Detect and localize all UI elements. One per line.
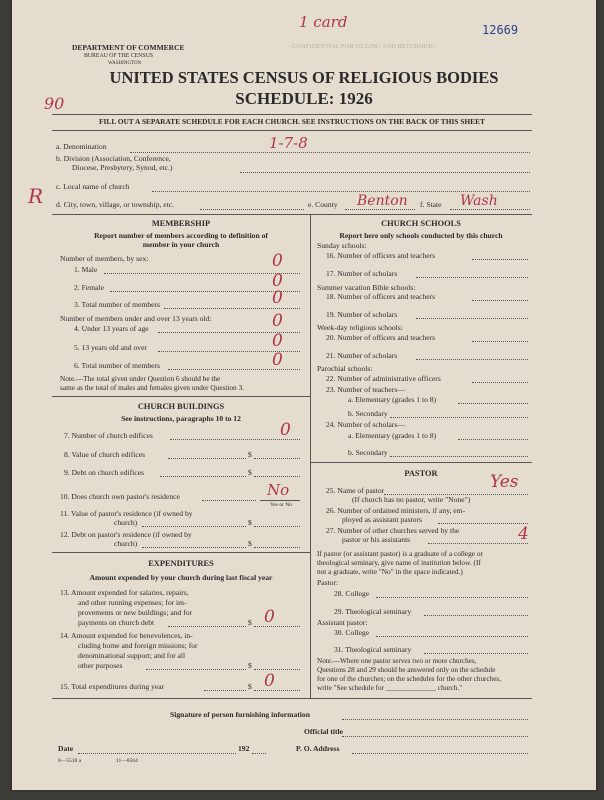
department-label: DEPARTMENT OF COMMERCE: [72, 43, 185, 52]
state-label: f. State: [420, 200, 442, 209]
membership-note-1: Note.—The total given under Question 6 should be the: [60, 374, 221, 383]
form-title: UNITED STATES CENSUS OF RELIGIOUS BODIES: [109, 68, 499, 87]
instruction-banner: FILL OUT A SEPARATE SCHEDULE FOR EACH CHURCH. SEE INSTRUCTIONS ON THE BACK OF THIS SHEET: [99, 117, 485, 126]
q9-label: 9. Debt on church edifices: [64, 468, 144, 477]
local-name-label: c. Local name of church: [56, 182, 130, 191]
rule-section-top: [52, 214, 532, 215]
signature-label: Signature of person furnishing information: [170, 710, 310, 719]
q26-line: [438, 523, 528, 524]
date-line: [78, 753, 236, 754]
q13-amount-line: [254, 626, 300, 627]
q23b-label: b. Secondary: [348, 409, 388, 418]
q13-line: [168, 626, 246, 627]
column-divider: [310, 214, 311, 698]
q10-line: [202, 500, 256, 501]
q10-answer-line: [260, 500, 300, 501]
q3-line: [164, 308, 300, 309]
pastor-note-4: write "See schedule for ______________ church.": [317, 684, 463, 692]
q1-value: 0: [272, 251, 283, 271]
q16-label: 16. Number of officers and teachers: [326, 251, 436, 260]
q7-value: 0: [280, 420, 291, 440]
parochial-label: Parochial schools:: [317, 364, 373, 373]
q8-line: [168, 458, 246, 459]
rule-buildings: [52, 396, 310, 397]
yes-no-hint: Yes or No: [270, 502, 293, 508]
county-label: e. County: [308, 200, 338, 209]
buildings-sub: See instructions, paragraphs 10 to 12: [121, 414, 241, 423]
membership-note-2: same as the total of males and females given under Question 3.: [60, 383, 244, 392]
pastor-label: Pastor:: [317, 578, 339, 587]
signature-line: [342, 719, 528, 720]
official-title-label: Official title: [304, 727, 344, 736]
membership-title: MEMBERSHIP: [151, 219, 211, 228]
q20-line: [472, 341, 528, 342]
year-line: [252, 753, 266, 754]
sunday-label: Sunday schools:: [317, 241, 367, 250]
schools-title: CHURCH SCHOOLS: [381, 219, 461, 228]
q14-label-2: cluding home and foreign missions; for: [78, 641, 198, 650]
state-line: [450, 209, 530, 210]
official-title-line: [342, 736, 528, 737]
q31-label: 31. Theological seminary: [334, 645, 412, 654]
q8-dollar: $: [248, 450, 252, 459]
q11-line: [142, 526, 246, 527]
q19-line: [416, 318, 528, 319]
q9-amount-line: [254, 476, 300, 477]
census-schedule-sheet: [12, 0, 596, 790]
state-value: Wash: [460, 193, 498, 209]
division-line: [240, 172, 530, 173]
age-heading: Number of members under and over 13 years old:: [60, 314, 212, 323]
schools-sub: Report here only schools conducted by this church: [339, 231, 503, 240]
q8-label: 8. Value of church edifices: [64, 450, 146, 459]
q1-line: [104, 273, 300, 274]
q11-label-1: 11. Value of pastor's residence (if owned by: [60, 509, 193, 518]
q24-label: 24. Number of scholars—: [326, 420, 405, 429]
q22-line: [472, 382, 528, 383]
q27-label-1: 27. Number of other churches served by the: [326, 526, 460, 535]
q3-label: 3. Total number of members: [74, 300, 161, 309]
q21-label: 21. Number of scholars: [326, 351, 398, 360]
pastor-title: PASTOR: [404, 469, 438, 478]
county-value: Benton: [357, 193, 408, 209]
q6-label: 6. Total number of members: [74, 361, 161, 370]
handwritten-left-mark: R: [28, 184, 44, 208]
q30-line: [376, 636, 528, 637]
denomination-line: [130, 152, 530, 153]
q14-label-4: other purposes: [78, 661, 123, 670]
city-field-label: d. City, town, village, or township, etc.: [56, 200, 175, 209]
q18-line: [472, 300, 528, 301]
q12-line: [142, 547, 246, 548]
q31-line: [424, 653, 528, 654]
q25-value: Yes: [490, 472, 519, 492]
q25-hint: (If church has no pastor, write "None"): [352, 495, 471, 504]
pastor-note-3: for one of the churches; on the schedules for the other churches,: [317, 675, 502, 683]
q9-line: [160, 476, 246, 477]
rule-footer: [52, 698, 532, 699]
county-line: [345, 209, 415, 210]
summer-label: Summer vacation Bible schools:: [317, 283, 416, 292]
q26-label-2: ployed as assistant pastors: [342, 515, 422, 524]
q7-label: 7. Number of church edifices: [64, 431, 153, 440]
q27-label-2: pastor or his assistants: [342, 535, 411, 544]
q1-label: 1. Male: [74, 265, 98, 274]
q8-amount-line: [254, 458, 300, 459]
division-label-2: Diocese, Presbytery, Synod, etc.): [72, 163, 173, 172]
q19-label: 19. Number of scholars: [326, 310, 398, 319]
q12-dollar: $: [248, 539, 252, 548]
address-label: P. O. Address: [296, 744, 340, 753]
pastor-note-2: Questions 28 and 29 should be answered only on the schedule: [317, 666, 496, 674]
weekday-label: Week-day religious schools:: [317, 323, 403, 332]
q22-label: 22. Number of administrative officers: [326, 374, 441, 383]
graduate-note-3: not a graduate, write "No" in the space indicated.): [317, 567, 463, 576]
city-label: WASHINGTON: [108, 61, 142, 66]
q4-label: 4. Under 13 years of age: [74, 324, 149, 333]
q14-line: [146, 669, 246, 670]
q15-dollar: $: [248, 682, 252, 691]
membership-intro-1: Report number of members according to definition of: [94, 231, 268, 240]
q13-label-3: provements or new buildings; and for: [78, 608, 193, 617]
bureau-label: BUREAU OF THE CENSUS: [84, 53, 153, 59]
q5-label: 5. 13 years old and over: [74, 343, 147, 352]
q24b-line: [390, 456, 528, 457]
expenditures-title: EXPENDITURES: [148, 559, 214, 568]
q28-line: [376, 597, 528, 598]
q30-label: 30. College: [334, 628, 370, 637]
q15-line: [204, 690, 246, 691]
q14-label-3: denominational support; and for all: [78, 651, 186, 660]
q17-label: 17. Number of scholars: [326, 269, 398, 278]
q14-amount-line: [254, 669, 300, 670]
q25-label: 25. Name of pastor: [326, 486, 385, 495]
rule-top: [52, 114, 532, 115]
q13-value: 0: [264, 607, 275, 627]
date-label: Date: [58, 744, 74, 753]
q29-label: 29. Theological seminary: [334, 607, 412, 616]
faint-heading: CONFIDENTIAL FOR FILLING AND RETURNING: [292, 43, 436, 50]
rule-pastor: [310, 462, 532, 463]
q14-dollar: $: [248, 661, 252, 670]
q10-label: 10. Does church own pastor's residence: [60, 492, 180, 501]
q13-dollar: $: [248, 618, 252, 627]
q17-line: [416, 277, 528, 278]
year-label: 192: [238, 744, 250, 753]
q24a-line: [458, 439, 528, 440]
q12-label-1: 12. Debt on pastor's residence (if owned by: [60, 530, 192, 539]
q13-label-1: 13. Amount expended for salaries, repairs,: [60, 588, 189, 597]
division-label-1: b. Division (Association, Conference,: [56, 154, 171, 163]
q21-line: [416, 359, 528, 360]
q4-value: 0: [272, 311, 283, 331]
q10-value: No: [267, 481, 290, 499]
q16-line: [472, 259, 528, 260]
graduate-note-1: If pastor (or assistant pastor) is a graduate of a college or: [317, 549, 483, 558]
q23a-line: [458, 403, 528, 404]
q12-amount-line: [254, 547, 300, 548]
print-code: 11—0564: [116, 758, 138, 764]
rule-under-banner: [52, 130, 532, 131]
q9-dollar: $: [248, 468, 252, 477]
pastor-note-1: Note.—Where one pastor serves two or more churches,: [317, 657, 477, 665]
q23a-label: a. Elementary (grades 1 to 8): [348, 395, 437, 404]
address-line: [352, 753, 528, 754]
q11-dollar: $: [248, 518, 252, 527]
expenditures-sub: Amount expended by your church during last fiscal year: [89, 573, 273, 582]
q26-label-1: 26. Number of ordained ministers, if any, em-: [326, 506, 466, 515]
q2-label: 2. Female: [74, 283, 104, 292]
q27-line: [428, 543, 528, 544]
stamp-number: 12669: [482, 23, 519, 37]
q18-label: 18. Number of officers and teachers: [326, 292, 436, 301]
q29-line: [424, 615, 528, 616]
q12-label-2: church): [114, 539, 138, 548]
q27-value: 4: [518, 524, 529, 544]
handwritten-top-note: 1 card: [299, 13, 348, 31]
q20-label: 20. Number of officers and teachers: [326, 333, 436, 342]
form-number: 8—5518 a: [58, 758, 82, 764]
q23-label: 23. Number of teachers—: [326, 385, 405, 394]
q5-value: 0: [272, 331, 283, 351]
q6-value: 0: [272, 350, 283, 370]
q15-amount-line: [254, 690, 300, 691]
buildings-title: CHURCH BUILDINGS: [137, 402, 225, 411]
schedule-title: SCHEDULE: 1926: [235, 89, 373, 108]
denomination-value: 1-7-8: [269, 134, 308, 152]
membership-intro-2: member in your church: [142, 240, 220, 249]
q15-label: 15. Total expenditures during year: [60, 682, 165, 691]
handwritten-left-number: 90: [44, 94, 65, 113]
q13-label-2: and other running expenses; for im-: [78, 598, 187, 607]
denomination-label: a. Denomination: [56, 142, 107, 151]
q23b-line: [390, 417, 528, 418]
rule-expenditures: [52, 552, 310, 553]
assistant-pastor-label: Assistant pastor:: [317, 618, 368, 627]
q14-label-1: 14. Amount expended for benevolences, in-: [60, 631, 193, 640]
local-name-line: [152, 191, 530, 192]
q11-label-2: church): [114, 518, 138, 527]
q28-label: 28. College: [334, 589, 370, 598]
q15-value: 0: [264, 671, 275, 691]
q13-label-4: payments on church debt: [78, 618, 155, 627]
by-sex-label: Number of members, by sex:: [60, 254, 149, 263]
q11-amount-line: [254, 526, 300, 527]
graduate-note-2: theological seminary, give name of institution below. (If: [317, 558, 481, 567]
q3-value: 0: [272, 288, 283, 308]
q24b-label: b. Secondary: [348, 448, 388, 457]
q24a-label: a. Elementary (grades 1 to 8): [348, 431, 437, 440]
city-field-line: [200, 209, 304, 210]
q2-value: 0: [272, 271, 283, 291]
